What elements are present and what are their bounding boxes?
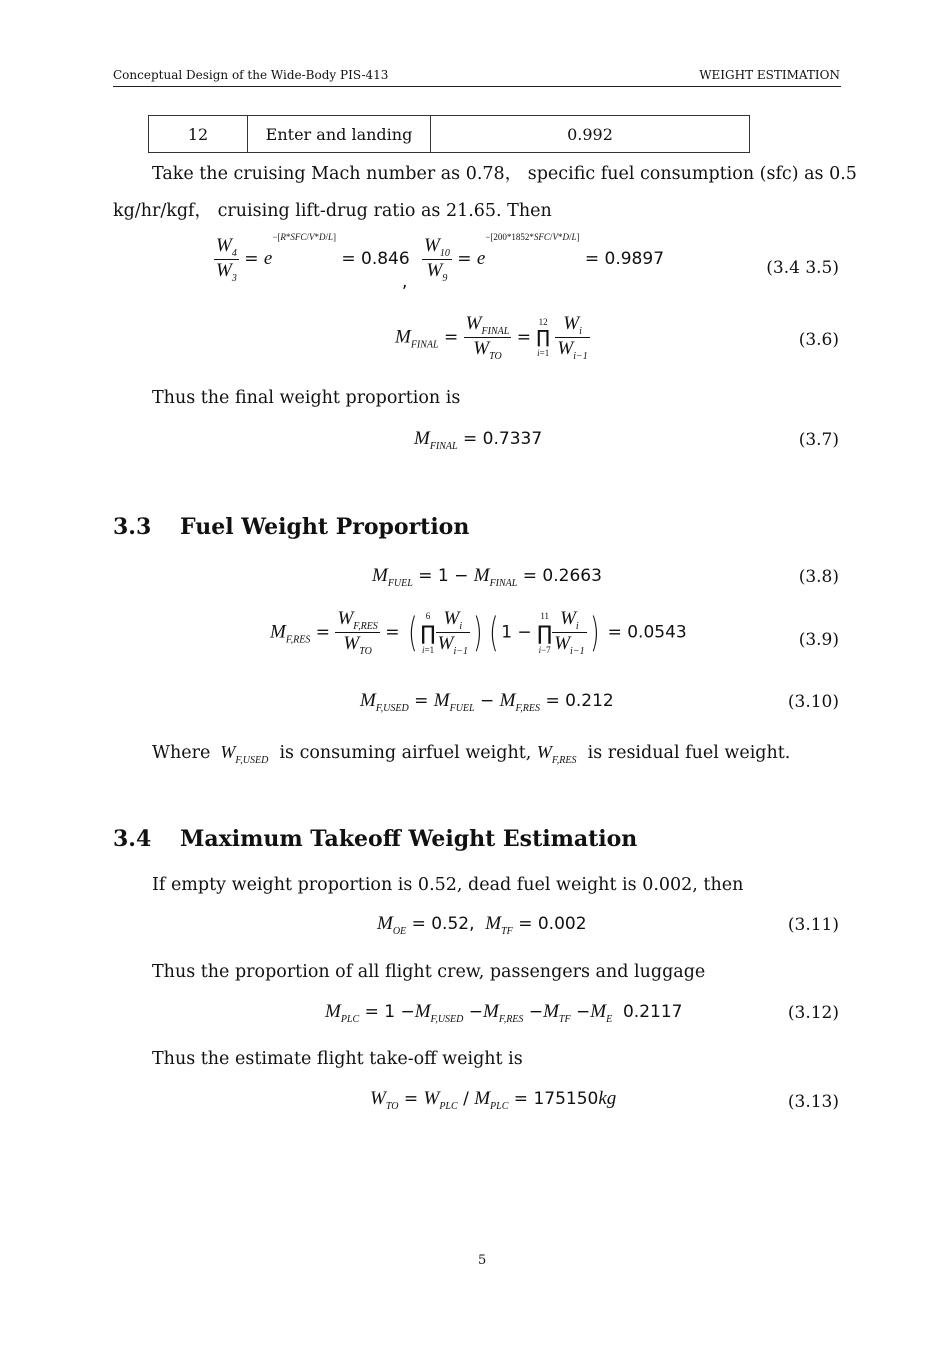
where-part1: is consuming airfuel weight,	[279, 743, 532, 763]
eq312-rhs: 0.2117	[622, 1002, 683, 1022]
eq313-rhs: = 175150	[513, 1089, 599, 1109]
header-right: WEIGHT ESTIMATION	[699, 68, 840, 82]
eq311-tf: = 0.002	[518, 914, 587, 934]
equation-3-7: $M_{FINAL} = 0.7337$	[414, 428, 543, 452]
eq313-unit: kg	[598, 1088, 617, 1109]
equation-number-3-4: (3.4 3.5)	[766, 258, 839, 278]
equation-number-3-9: (3.9)	[798, 630, 839, 650]
equation-number-3-7: (3.7)	[798, 430, 839, 450]
paragraph-cruise-line2: kg/hr/kgf， cruising lift-drug ratio as 21.65. Then	[113, 201, 552, 221]
paragraph-final-weight: Thus the final weight proportion is	[152, 388, 461, 408]
equation-number-3-11: (3.11)	[787, 915, 839, 935]
section-title-3-3: Fuel Weight Proportion	[180, 514, 470, 540]
equation-number-3-8: (3.8)	[798, 567, 839, 587]
equation-number-3-10: (3.10)	[787, 692, 839, 712]
section-number-3-3: 3.3	[113, 514, 152, 540]
table-cell-phase: Enter and landing	[248, 116, 431, 153]
table-cell-value: 0.992	[431, 116, 750, 153]
equation-3-8: $M_{FUEL} = 1 - M_{FINAL} = 0.2663$	[372, 565, 602, 589]
paragraph-empty-weight: If empty weight proportion is 0.52, dead fuel weight is 0.002, then	[152, 875, 744, 895]
page-number: 5	[478, 1253, 487, 1268]
equation-3-6: $M_{FINAL}$ = $\frac{W_{FINAL}}{W_{TO}}$ = 12 ∏ i=1 $\frac{W_i}{W_{i-1}}$	[395, 313, 588, 362]
equation-number-3-12: (3.12)	[787, 1003, 839, 1023]
equation-3-5: $\frac{W_{10}}{W_9}$ = $e^{-[200*1852*SFC/V*D/L]} = 0.9897$	[424, 232, 665, 284]
eq310-rhs: = 0.212	[545, 691, 614, 711]
header-left: Conceptual Design of the Wide-Body PIS-413	[113, 68, 389, 82]
where-part2: is residual fuel weight.	[587, 743, 791, 763]
equation-3-4: $\frac{W_4}{W_3}$ = $e^{-[R*SFC/V*D/L]} = 0.846$	[216, 232, 410, 284]
paragraph-cruise-line1: Take the cruising Mach number as 0.78， specific fuel consumption (sfc) as 0.5	[152, 164, 857, 184]
equation-number-3-6: (3.6)	[798, 330, 839, 350]
equation-separator: ,	[402, 272, 408, 292]
mission-segment-table	[148, 115, 750, 153]
equation-3-11: $M_{OE} = 0.52$, $M_{TF} = 0.002$	[377, 913, 587, 937]
section-title-3-4: Maximum Takeoff Weight Estimation	[180, 826, 638, 852]
where-label: Where	[152, 743, 211, 763]
equation-number-3-13: (3.13)	[787, 1092, 839, 1112]
paragraph-plc: Thus the proportion of all flight crew, passengers and luggage	[152, 962, 706, 982]
equation-3-9: $M_{F,RES}$ = $\frac{W_{F,RES}}{W_{TO}}$ = ( 6 ∏ i=1 $\frac{W_i}{W_{i-1}}$ ) ( 1 − 11 ∏ i−7 $\frac{W_i}{W_{i-1}}$ ) = 0.0543	[270, 608, 687, 657]
eq311-oe: = 0.52,	[411, 914, 475, 934]
table-cell-index: 12	[149, 116, 248, 153]
paragraph-takeoff: Thus the estimate flight take-off weight is	[152, 1049, 523, 1069]
eq37-rhs: = 0.7337	[463, 429, 543, 449]
table-row	[149, 116, 750, 153]
equation-3-12: $M_{PLC} = 1 -M_{F,USED} -M_{F,RES} -M_{TF} -M_E$ 0.2117	[325, 1001, 683, 1025]
section-number-3-4: 3.4	[113, 826, 152, 852]
eq39-rhs: = 0.0543	[607, 622, 687, 643]
paragraph-where: Where $W_{F,USED}$ is consuming airfuel weight, $W_{F,RES}$ is residual fuel weight.	[152, 742, 791, 766]
header-rule	[113, 86, 841, 87]
eq38-rhs: = 0.2663	[522, 566, 602, 586]
equation-3-13: $W_{TO} = W_{PLC} / M_{PLC} = 175150kg$	[370, 1088, 617, 1112]
eq35-result-b: = 0.9897	[584, 249, 665, 269]
eq34-result-a: = 0.846	[341, 249, 410, 269]
equation-3-10: $M_{F,USED} = M_{FUEL} - M_{F,RES} = 0.212$	[360, 690, 614, 714]
